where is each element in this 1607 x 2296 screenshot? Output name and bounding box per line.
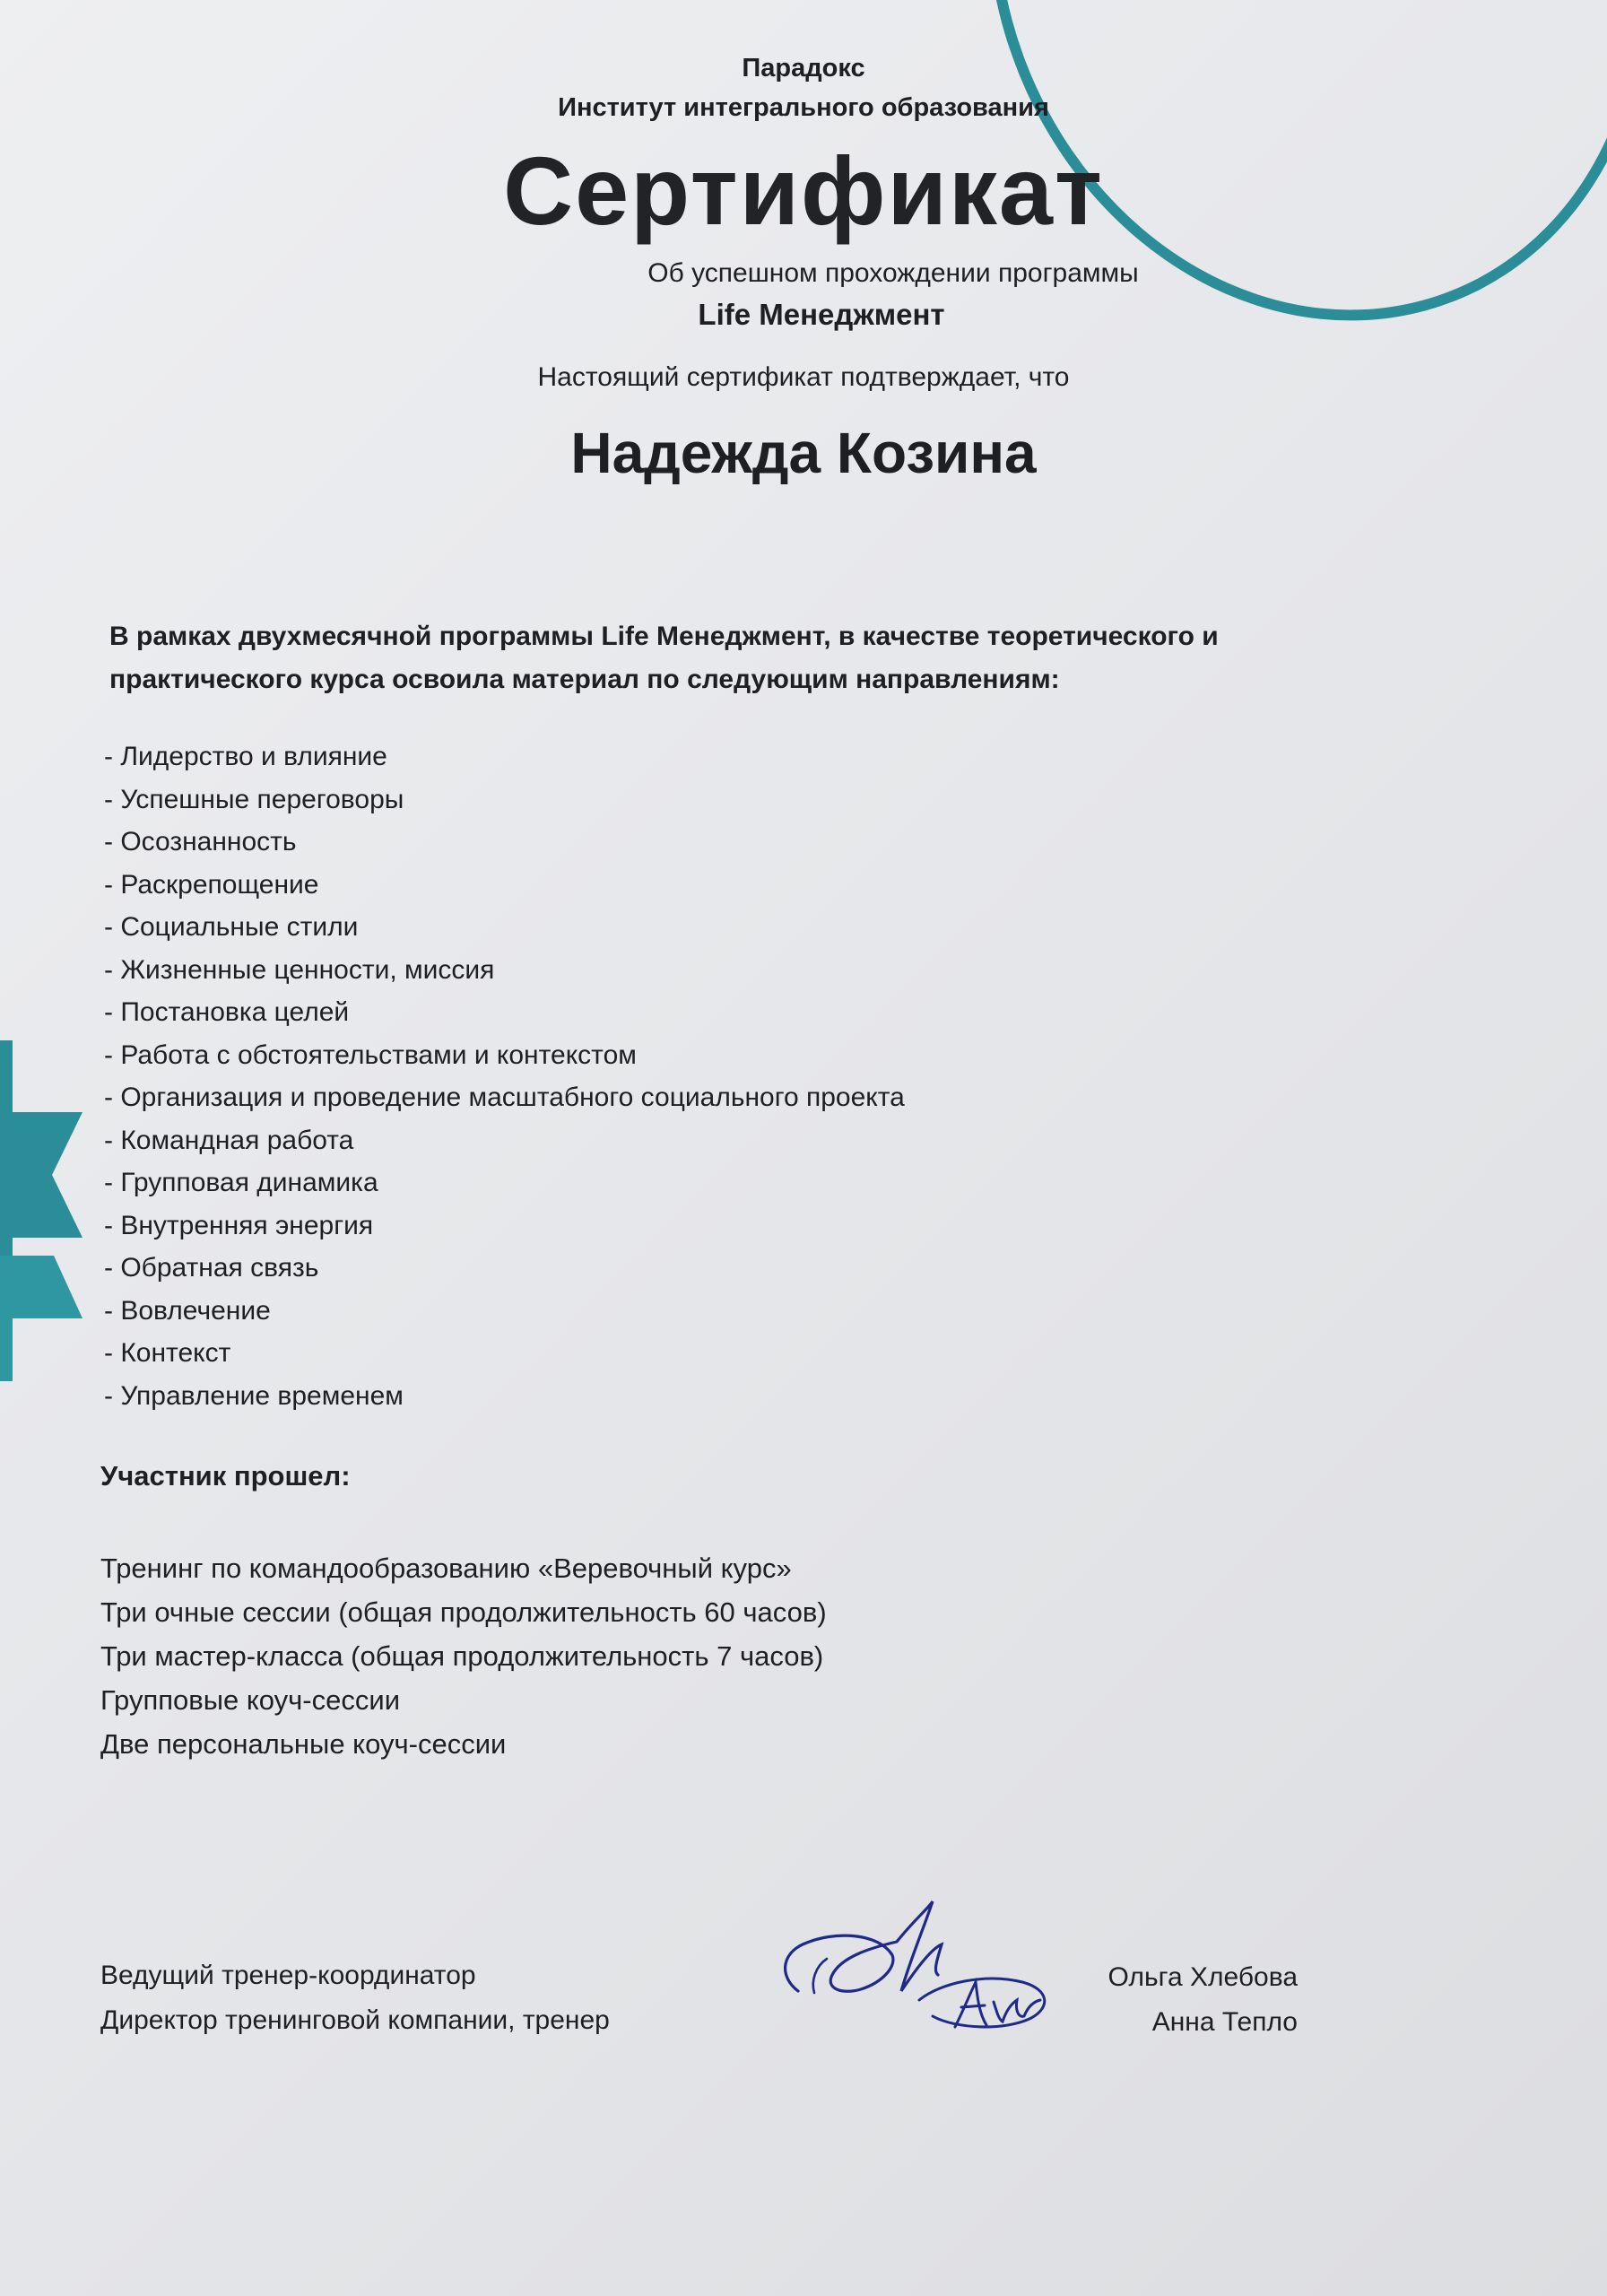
topic-item: - Постановка целей: [104, 997, 350, 1027]
activity-item: Две персональные коуч-сессии: [100, 1728, 507, 1760]
name-lead-trainer: Ольга Хлебова: [1108, 1962, 1298, 1992]
topic-item: - Вовлечение: [104, 1295, 271, 1326]
topic-item: - Осознанность: [104, 827, 297, 857]
intro-line: В рамках двухмесячной программы Life Менеджмент, в качестве теоретического и: [109, 622, 1219, 651]
participant-passed-heading: Участник прошел:: [100, 1460, 351, 1492]
topic-item: - Командная работа: [104, 1125, 354, 1155]
topic-item: - Управление временем: [104, 1380, 404, 1411]
activity-item: Групповые коуч-сессии: [100, 1684, 401, 1716]
institute-name: Институт интегрального образования: [558, 93, 1049, 122]
topics-list: [104, 735, 905, 1417]
handwritten-signatures: [762, 1892, 1067, 2045]
topic-item: - Раскрепощение: [104, 869, 319, 900]
role-director: Директор тренинговой компании, тренер: [100, 2005, 610, 2035]
intro-paragraph: [109, 615, 1347, 701]
topic-item: - Жизненные ценности, миссия: [104, 954, 495, 985]
certificate-title: Сертификат: [503, 136, 1104, 245]
role-lead-trainer: Ведущий тренер-координатор: [100, 1961, 476, 1990]
signatory-roles: [100, 1953, 610, 2043]
topic-item: - Групповая динамика: [104, 1168, 378, 1197]
activity-item: Тренинг по командообразованию «Веревочный курс»: [100, 1552, 792, 1584]
decorative-ribbon: [0, 1040, 90, 1381]
topic-item: - Социальные стили: [104, 912, 359, 942]
activities-list: [100, 1546, 827, 1766]
certificate-subtitle: Об успешном прохождении программы: [647, 258, 1139, 288]
recipient-name: Надежда Козина: [570, 421, 1037, 485]
name-director: Анна Тепло: [1151, 2007, 1298, 2037]
signatory-names: [1108, 1955, 1298, 2045]
activity-item: Три очные сессии (общая продолжительность 60 часов): [100, 1596, 827, 1628]
topic-item: - Организация и проведение масштабного социального проекта: [104, 1083, 905, 1112]
topic-item: - Успешные переговоры: [104, 784, 404, 814]
topic-item: - Работа с обстоятельствами и контекстом: [104, 1039, 637, 1070]
topic-item: - Обратная связь: [104, 1253, 319, 1283]
intro-line: практического курса освоила материал по следующим направлениям:: [109, 665, 1060, 694]
organization-name: Парадокс: [742, 54, 865, 83]
topic-item: - Лидерство и влияние: [104, 742, 387, 771]
confirmation-text: Настоящий сертификат подтверждает, что: [537, 362, 1070, 392]
topic-item: - Внутренняя энергия: [104, 1210, 374, 1240]
program-name: Life Менеджмент: [698, 298, 945, 331]
activity-item: Три мастер-класса (общая продолжительность 7 часов): [100, 1640, 824, 1672]
topic-item: - Контекст: [104, 1338, 231, 1368]
